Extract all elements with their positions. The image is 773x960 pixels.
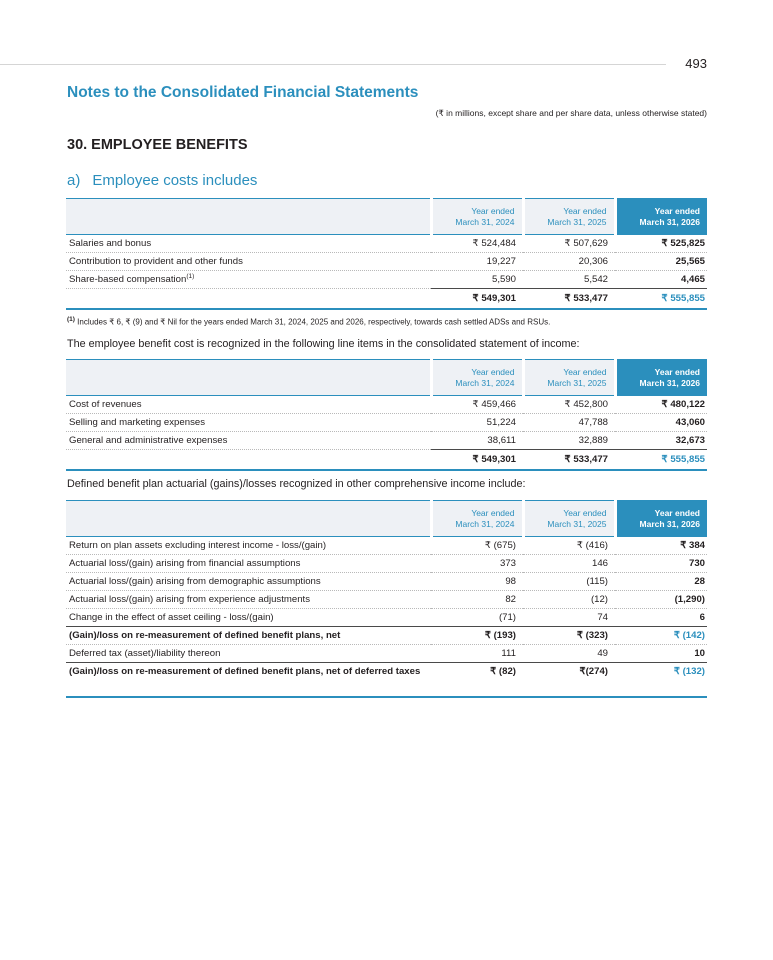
cell-fy2025: 146 xyxy=(523,555,615,573)
table-row xyxy=(66,414,707,432)
subsection-text: Employee costs includes xyxy=(92,172,258,189)
header-blank-cell xyxy=(66,199,431,235)
line-items-table xyxy=(66,359,707,471)
cell-fy2026: 10 xyxy=(615,645,707,663)
total-fy2026: ₹ 555,855 xyxy=(615,450,707,471)
row-label: Deferred tax (asset)/liability thereon xyxy=(66,645,431,663)
row-label: (Gain)/loss on re-measurement of defined benefit plans, net xyxy=(66,627,431,645)
cell-fy2025: 20,306 xyxy=(523,253,615,271)
oci-paragraph: Defined benefit plan actuarial (gains)/losses recognized in other comprehensive income include: xyxy=(67,478,526,490)
cell-fy2024: ₹ (675) xyxy=(431,537,523,555)
table-row xyxy=(66,271,707,289)
cell-fy2026: 43,060 xyxy=(615,414,707,432)
total-row xyxy=(66,450,707,471)
table-row xyxy=(66,253,707,271)
cell-fy2024: 82 xyxy=(431,591,523,609)
cell-fy2024: 373 xyxy=(431,555,523,573)
cell-fy2025: ₹ (323) xyxy=(523,627,615,645)
cell-fy2026: 25,565 xyxy=(615,253,707,271)
cell-fy2025: (12) xyxy=(523,591,615,609)
table-row xyxy=(66,537,707,555)
footnote: $^{(1)}$ Includes ₹ 6, ₹ (9) and ₹ Nil for the years ended March 31, 2024, 2025 and 2026, respectively, towards cash settled ADSs and RSUs. xyxy=(67,316,551,327)
table-row xyxy=(66,396,707,414)
header-fy2024: Year ended March 31, 2024 xyxy=(431,199,523,235)
table-row xyxy=(66,645,707,663)
total-fy2026: ₹ 555,855 xyxy=(615,289,707,310)
table-header-row xyxy=(66,360,707,396)
total-label-cell xyxy=(66,450,431,471)
cell-fy2025: ₹ 452,800 xyxy=(523,396,615,414)
total-fy2025: ₹ 533,477 xyxy=(523,450,615,471)
actuarial-gains-table xyxy=(66,500,707,698)
cell-fy2025: 47,788 xyxy=(523,414,615,432)
header-fy2025: Year ended March 31, 2025 xyxy=(523,199,615,235)
income-statement-paragraph: The employee benefit cost is recognized in the following line items in the consolidated statement of income: xyxy=(67,338,580,350)
cell-fy2026: ₹ 480,122 xyxy=(615,396,707,414)
cell-fy2026: (1,290) xyxy=(615,591,707,609)
header-rule xyxy=(0,64,666,65)
cell-fy2026: ₹ (132) xyxy=(615,663,707,698)
cell-fy2025: ₹ 507,629 xyxy=(523,235,615,253)
cell-fy2025: ₹(274) xyxy=(523,663,615,698)
table-row xyxy=(66,432,707,450)
row-label: Share-based compensation$^{(1)}$ xyxy=(66,271,431,289)
cell-fy2024: ₹ 459,466 xyxy=(431,396,523,414)
row-label: Actuarial loss/(gain) arising from financial assumptions xyxy=(66,555,431,573)
table-row xyxy=(66,609,707,627)
units-note: (₹ in millions, except share and per share data, unless otherwise stated) xyxy=(435,108,707,118)
cell-fy2026: ₹ 384 xyxy=(615,537,707,555)
cell-fy2026: 28 xyxy=(615,573,707,591)
cell-fy2026: ₹ (142) xyxy=(615,627,707,645)
table-row xyxy=(66,235,707,253)
cell-fy2024: ₹ (193) xyxy=(431,627,523,645)
section-title: 30. EMPLOYEE BENEFITS xyxy=(67,137,248,153)
cell-fy2026: 32,673 xyxy=(615,432,707,450)
cell-fy2024: 51,224 xyxy=(431,414,523,432)
footnote-marker: (1) xyxy=(186,273,195,281)
header-fy2026: Year ended March 31, 2026 xyxy=(615,360,707,396)
cell-fy2026: ₹ 525,825 xyxy=(615,235,707,253)
cell-fy2025: 49 xyxy=(523,645,615,663)
subsection-letter: a) xyxy=(67,172,81,189)
subtotal-row xyxy=(66,627,707,645)
row-label: Change in the effect of asset ceiling - loss/(gain) xyxy=(66,609,431,627)
row-label: General and administrative expenses xyxy=(66,432,431,450)
page-number: 493 xyxy=(685,56,707,71)
employee-costs-table xyxy=(66,198,707,310)
cell-fy2024: ₹ (82) xyxy=(431,663,523,698)
row-label: Actuarial loss/(gain) arising from experience adjustments xyxy=(66,591,431,609)
total-row xyxy=(66,663,707,698)
cell-fy2024: 5,590 xyxy=(431,271,523,289)
header-blank-cell xyxy=(66,360,431,396)
row-label: Cost of revenues xyxy=(66,396,431,414)
total-fy2024: ₹ 549,301 xyxy=(431,289,523,310)
table-header-row xyxy=(66,501,707,537)
row-label: Return on plan assets excluding interest income - loss/(gain) xyxy=(66,537,431,555)
header-fy2026: Year ended March 31, 2026 xyxy=(615,199,707,235)
header-fy2025: Year ended March 31, 2025 xyxy=(523,360,615,396)
row-label: Salaries and bonus xyxy=(66,235,431,253)
cell-fy2025: 5,542 xyxy=(523,271,615,289)
cell-fy2024: ₹ 524,484 xyxy=(431,235,523,253)
cell-fy2025: 74 xyxy=(523,609,615,627)
table-header-row xyxy=(66,199,707,235)
document-title: Notes to the Consolidated Financial Statements xyxy=(67,84,419,101)
cell-fy2024: 19,227 xyxy=(431,253,523,271)
row-label: (Gain)/loss on re-measurement of defined benefit plans, net of deferred taxes xyxy=(66,663,431,698)
header-blank-cell xyxy=(66,501,431,537)
total-fy2025: ₹ 533,477 xyxy=(523,289,615,310)
cell-fy2025: 32,889 xyxy=(523,432,615,450)
cell-fy2026: 730 xyxy=(615,555,707,573)
row-label: Selling and marketing expenses xyxy=(66,414,431,432)
row-label: Contribution to provident and other funds xyxy=(66,253,431,271)
header-fy2024: Year ended March 31, 2024 xyxy=(431,360,523,396)
cell-fy2025: (115) xyxy=(523,573,615,591)
row-label: Actuarial loss/(gain) arising from demographic assumptions xyxy=(66,573,431,591)
cell-fy2024: 98 xyxy=(431,573,523,591)
cell-fy2026: 6 xyxy=(615,609,707,627)
cell-fy2024: 111 xyxy=(431,645,523,663)
cell-fy2025: ₹ (416) xyxy=(523,537,615,555)
table-row xyxy=(66,573,707,591)
header-fy2025: Year ended March 31, 2025 xyxy=(523,501,615,537)
total-fy2024: ₹ 549,301 xyxy=(431,450,523,471)
subsection-title xyxy=(67,172,257,189)
header-fy2024: Year ended March 31, 2024 xyxy=(431,501,523,537)
total-label-cell xyxy=(66,289,431,310)
cell-fy2026: 4,465 xyxy=(615,271,707,289)
total-row xyxy=(66,289,707,310)
cell-fy2024: (71) xyxy=(431,609,523,627)
cell-fy2024: 38,611 xyxy=(431,432,523,450)
table-row xyxy=(66,555,707,573)
header-fy2026: Year ended March 31, 2026 xyxy=(615,501,707,537)
table-row xyxy=(66,591,707,609)
